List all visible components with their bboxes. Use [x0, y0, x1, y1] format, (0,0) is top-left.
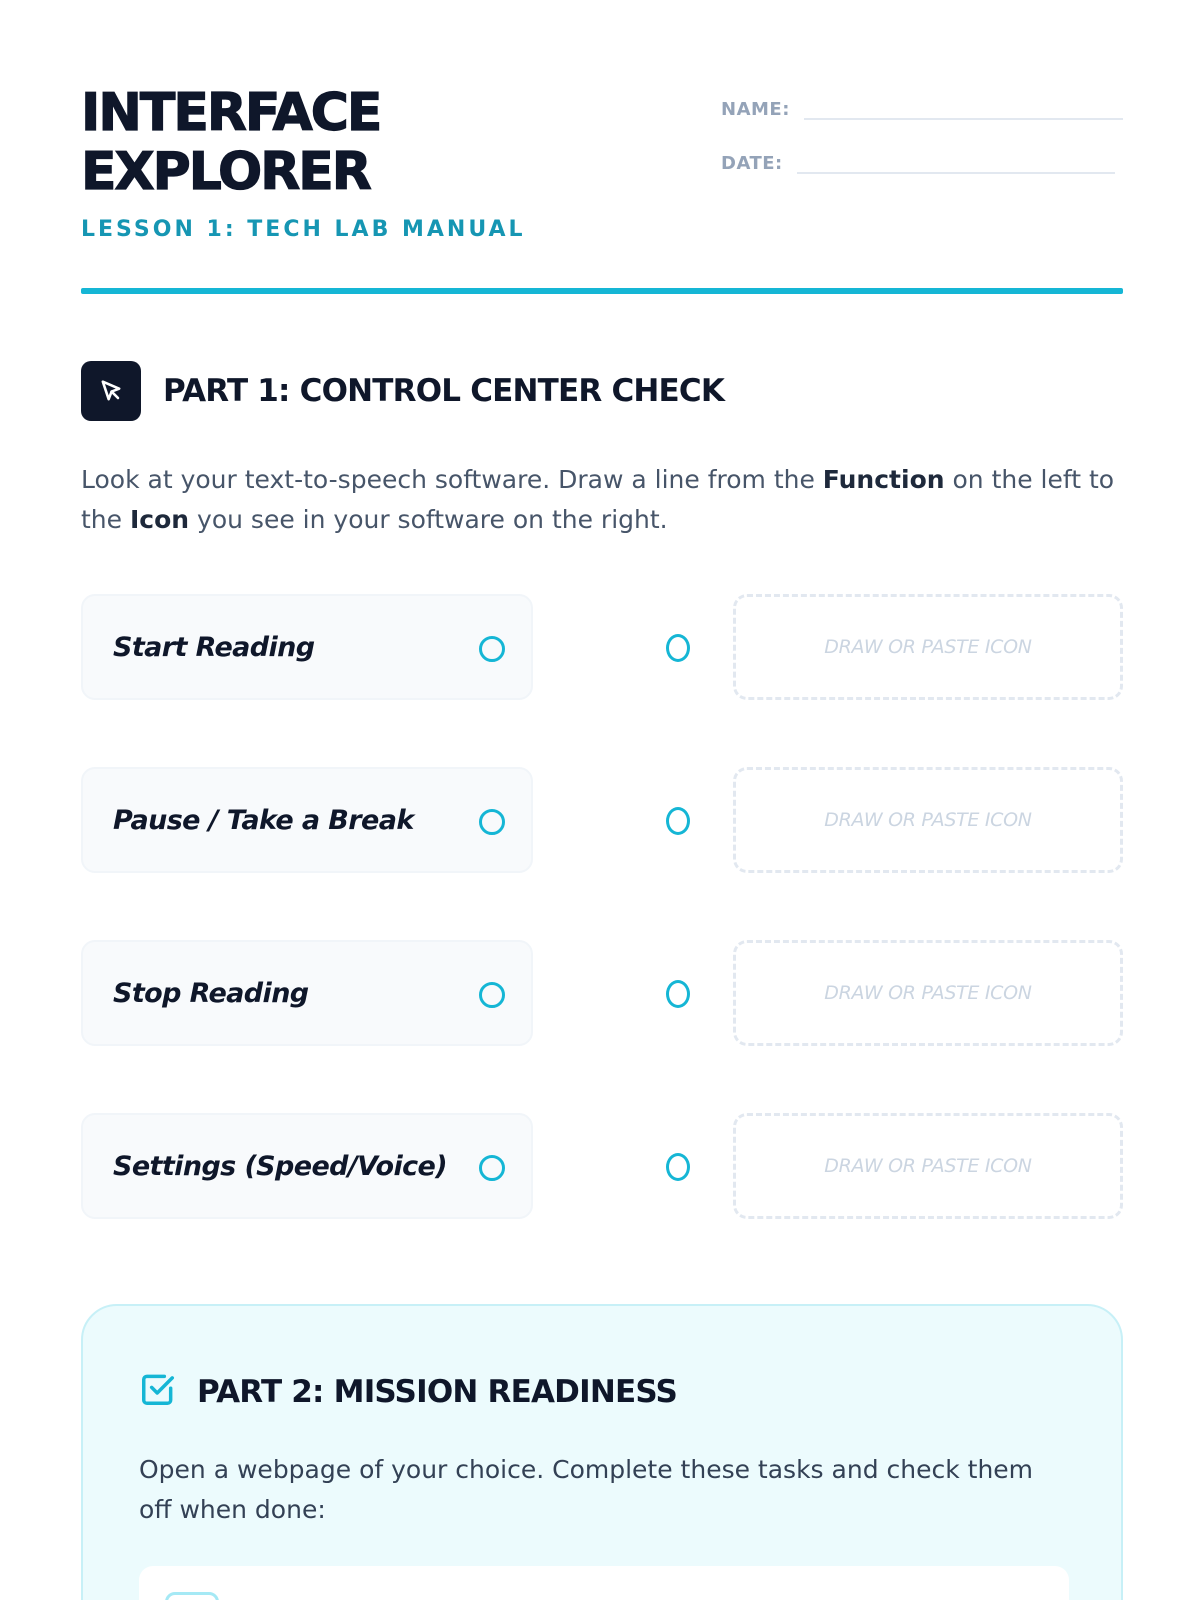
function-card	[81, 594, 533, 700]
function-connector-dot[interactable]	[479, 1155, 505, 1181]
date-row	[721, 142, 1123, 174]
cursor-arrow-icon	[81, 361, 141, 421]
icon-drop-zone[interactable]	[733, 940, 1123, 1046]
lesson-subtitle: LESSON 1: TECH LAB MANUAL	[81, 217, 526, 242]
part2-heading	[139, 1370, 677, 1413]
worksheet-header	[81, 0, 1123, 296]
name-field[interactable]	[804, 118, 1123, 120]
function-card	[81, 1113, 533, 1219]
page-title	[81, 84, 380, 202]
instr-text-2: on the left to the	[81, 465, 1115, 534]
worksheet-page	[81, 0, 1123, 1524]
function-connector-dot[interactable]	[479, 636, 505, 662]
match-row	[81, 1113, 1123, 1219]
icon-connector-dot[interactable]	[666, 980, 690, 1008]
icon-slot-label: DRAW OR PASTE ICON	[824, 982, 1032, 1004]
function-label: Pause / Take a Break	[113, 805, 414, 836]
function-label: Stop Reading	[113, 978, 309, 1009]
task-item	[139, 1566, 1069, 1600]
name-label: NAME:	[721, 99, 790, 120]
icon-slot-label: DRAW OR PASTE ICON	[824, 809, 1032, 831]
part1-instructions	[81, 460, 1121, 540]
match-row	[81, 940, 1123, 1046]
task-checkbox[interactable]	[165, 1592, 219, 1600]
instr-bold-function: Function	[822, 465, 945, 494]
part2-title: PART 2: MISSION READINESS	[197, 1373, 677, 1410]
date-label: DATE:	[721, 153, 783, 174]
icon-drop-zone[interactable]	[733, 1113, 1123, 1219]
instr-text-1: Look at your text-to-speech software. Draw a line from the	[81, 465, 823, 494]
icon-drop-zone[interactable]	[733, 767, 1123, 873]
match-row	[81, 594, 1123, 700]
icon-drop-zone[interactable]	[733, 594, 1123, 700]
part1-heading	[81, 361, 724, 421]
icon-connector-dot[interactable]	[666, 634, 690, 662]
name-row	[721, 88, 1123, 120]
part2-panel	[81, 1304, 1123, 1600]
function-label: Settings (Speed/Voice)	[113, 1151, 447, 1182]
function-label: Start Reading	[113, 632, 315, 663]
match-row	[81, 767, 1123, 873]
part1-title: PART 1: CONTROL CENTER CHECK	[163, 373, 725, 409]
function-connector-dot[interactable]	[479, 809, 505, 835]
checkbox-checked-icon	[139, 1370, 177, 1413]
function-connector-dot[interactable]	[479, 982, 505, 1008]
function-card	[81, 940, 533, 1046]
title-line-2: EXPLORER	[81, 142, 370, 202]
instr-text-3: you see in your software on the right.	[189, 505, 668, 534]
function-card	[81, 767, 533, 873]
icon-slot-label: DRAW OR PASTE ICON	[824, 1155, 1032, 1177]
date-field[interactable]	[797, 172, 1115, 174]
icon-connector-dot[interactable]	[666, 807, 690, 835]
icon-connector-dot[interactable]	[666, 1153, 690, 1181]
student-info	[721, 88, 1123, 196]
title-line-1: INTERFACE	[81, 83, 381, 143]
icon-slot-label: DRAW OR PASTE ICON	[824, 636, 1032, 658]
instr-bold-icon: Icon	[129, 505, 190, 534]
header-divider	[81, 288, 1123, 294]
part2-instructions: Open a webpage of your choice. Complete these tasks and check them off when done:	[139, 1455, 1034, 1524]
